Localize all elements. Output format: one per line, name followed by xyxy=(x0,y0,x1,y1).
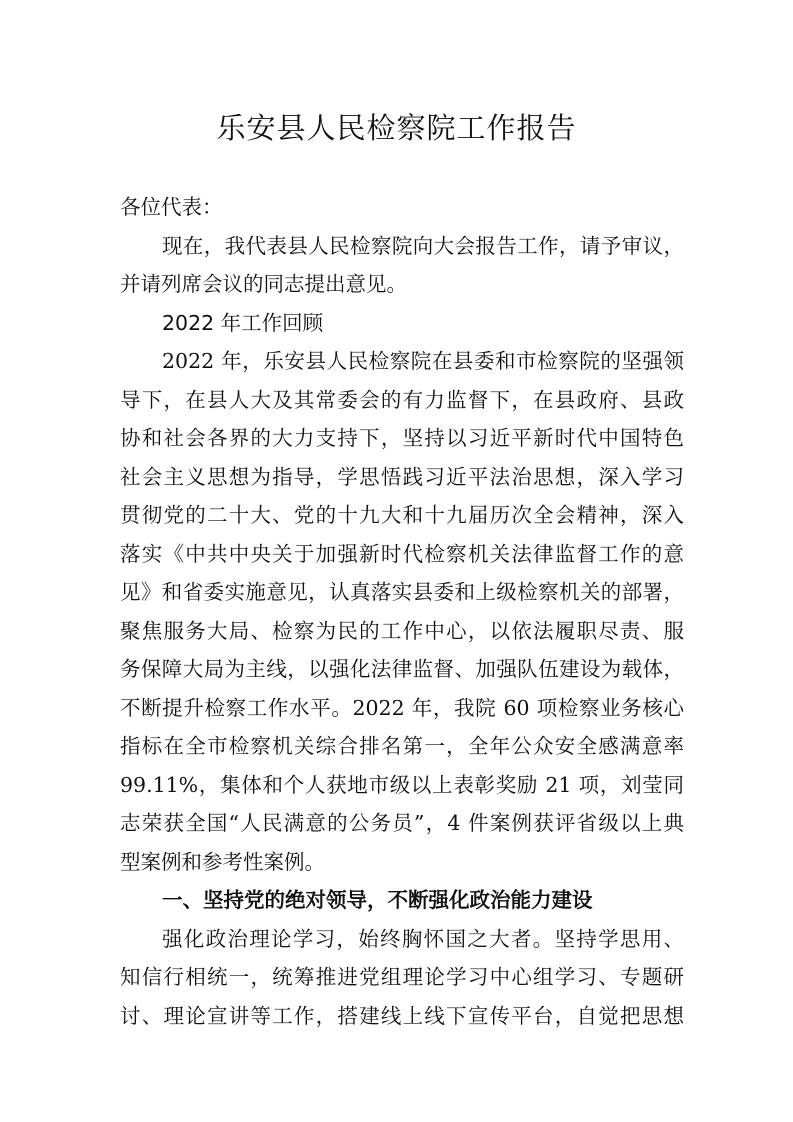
text-line: 贯彻党的二十大、党的十九大和十九届历次全会精神，深入 xyxy=(120,503,684,527)
salutation: 各位代表： xyxy=(120,195,223,219)
page-title: 乐安县人民检察院工作报告 xyxy=(216,111,577,145)
section-heading-one: 一、坚持党的绝对领导，不断强化政治能力建设 xyxy=(162,888,593,912)
text-line: 社会主义思想为指导，学思悟践习近平法治思想，深入学习 xyxy=(120,464,684,489)
text-line: 99.11%，集体和个人获地市级以上表彰奖励 21 项，刘莹同 xyxy=(120,772,684,797)
text-line: 现在，我代表县人民检察院向大会报告工作，请予审议， xyxy=(162,233,684,258)
text-line: 落实《中共中央关于加强新时代检察机关法律监督工作的意 xyxy=(120,541,684,566)
text-line: 知信行相统一，统筹推进党组理论学习中心组学习、专题研 xyxy=(120,965,684,989)
document-body xyxy=(120,188,684,1035)
text-line: 志荣获全国“人民满意的公务员”，4 件案例获评省级以上典 xyxy=(120,811,684,835)
text-line: 指标在全市检察机关综合排名第一，全年公众安全感满意率 xyxy=(120,734,684,758)
text-line: 务保障大局为主线，以强化法律监督、加强队伍建设为载体， xyxy=(120,657,684,681)
text-line: 见》和省委实施意见，认真落实县委和上级检察机关的部署， xyxy=(120,580,684,604)
review-paragraph xyxy=(120,342,684,881)
text-line: 型案例和参考性案例。 xyxy=(120,849,325,874)
section-heading-review: 2022 年工作回顾 xyxy=(162,310,324,335)
text-line: 强化政治理论学习，始终胸怀国之大者。坚持学思用、 xyxy=(162,926,684,951)
text-line: 协和社会各界的大力支持下，坚持以习近平新时代中国特色 xyxy=(120,426,684,450)
text-line: 聚焦服务大局、检察为民的工作中心，以依法履职尽责、服 xyxy=(120,618,684,643)
text-line: 不断提升检察工作水平。2022 年，我院 60 项检察业务核心 xyxy=(120,695,684,720)
text-line: 导下，在县人大及其常委会的有力监督下，在县政府、县政 xyxy=(120,387,684,412)
section-one-paragraph xyxy=(120,920,684,1036)
text-line: 并请列席会议的同志提出意见。 xyxy=(120,272,407,296)
text-line: 2022 年，乐安县人民检察院在县委和市检察院的坚强领 xyxy=(162,349,684,373)
intro-paragraph xyxy=(120,227,684,304)
text-line: 讨、理论宣讲等工作，搭建线上线下宣传平台，自觉把思想 xyxy=(120,1003,684,1028)
